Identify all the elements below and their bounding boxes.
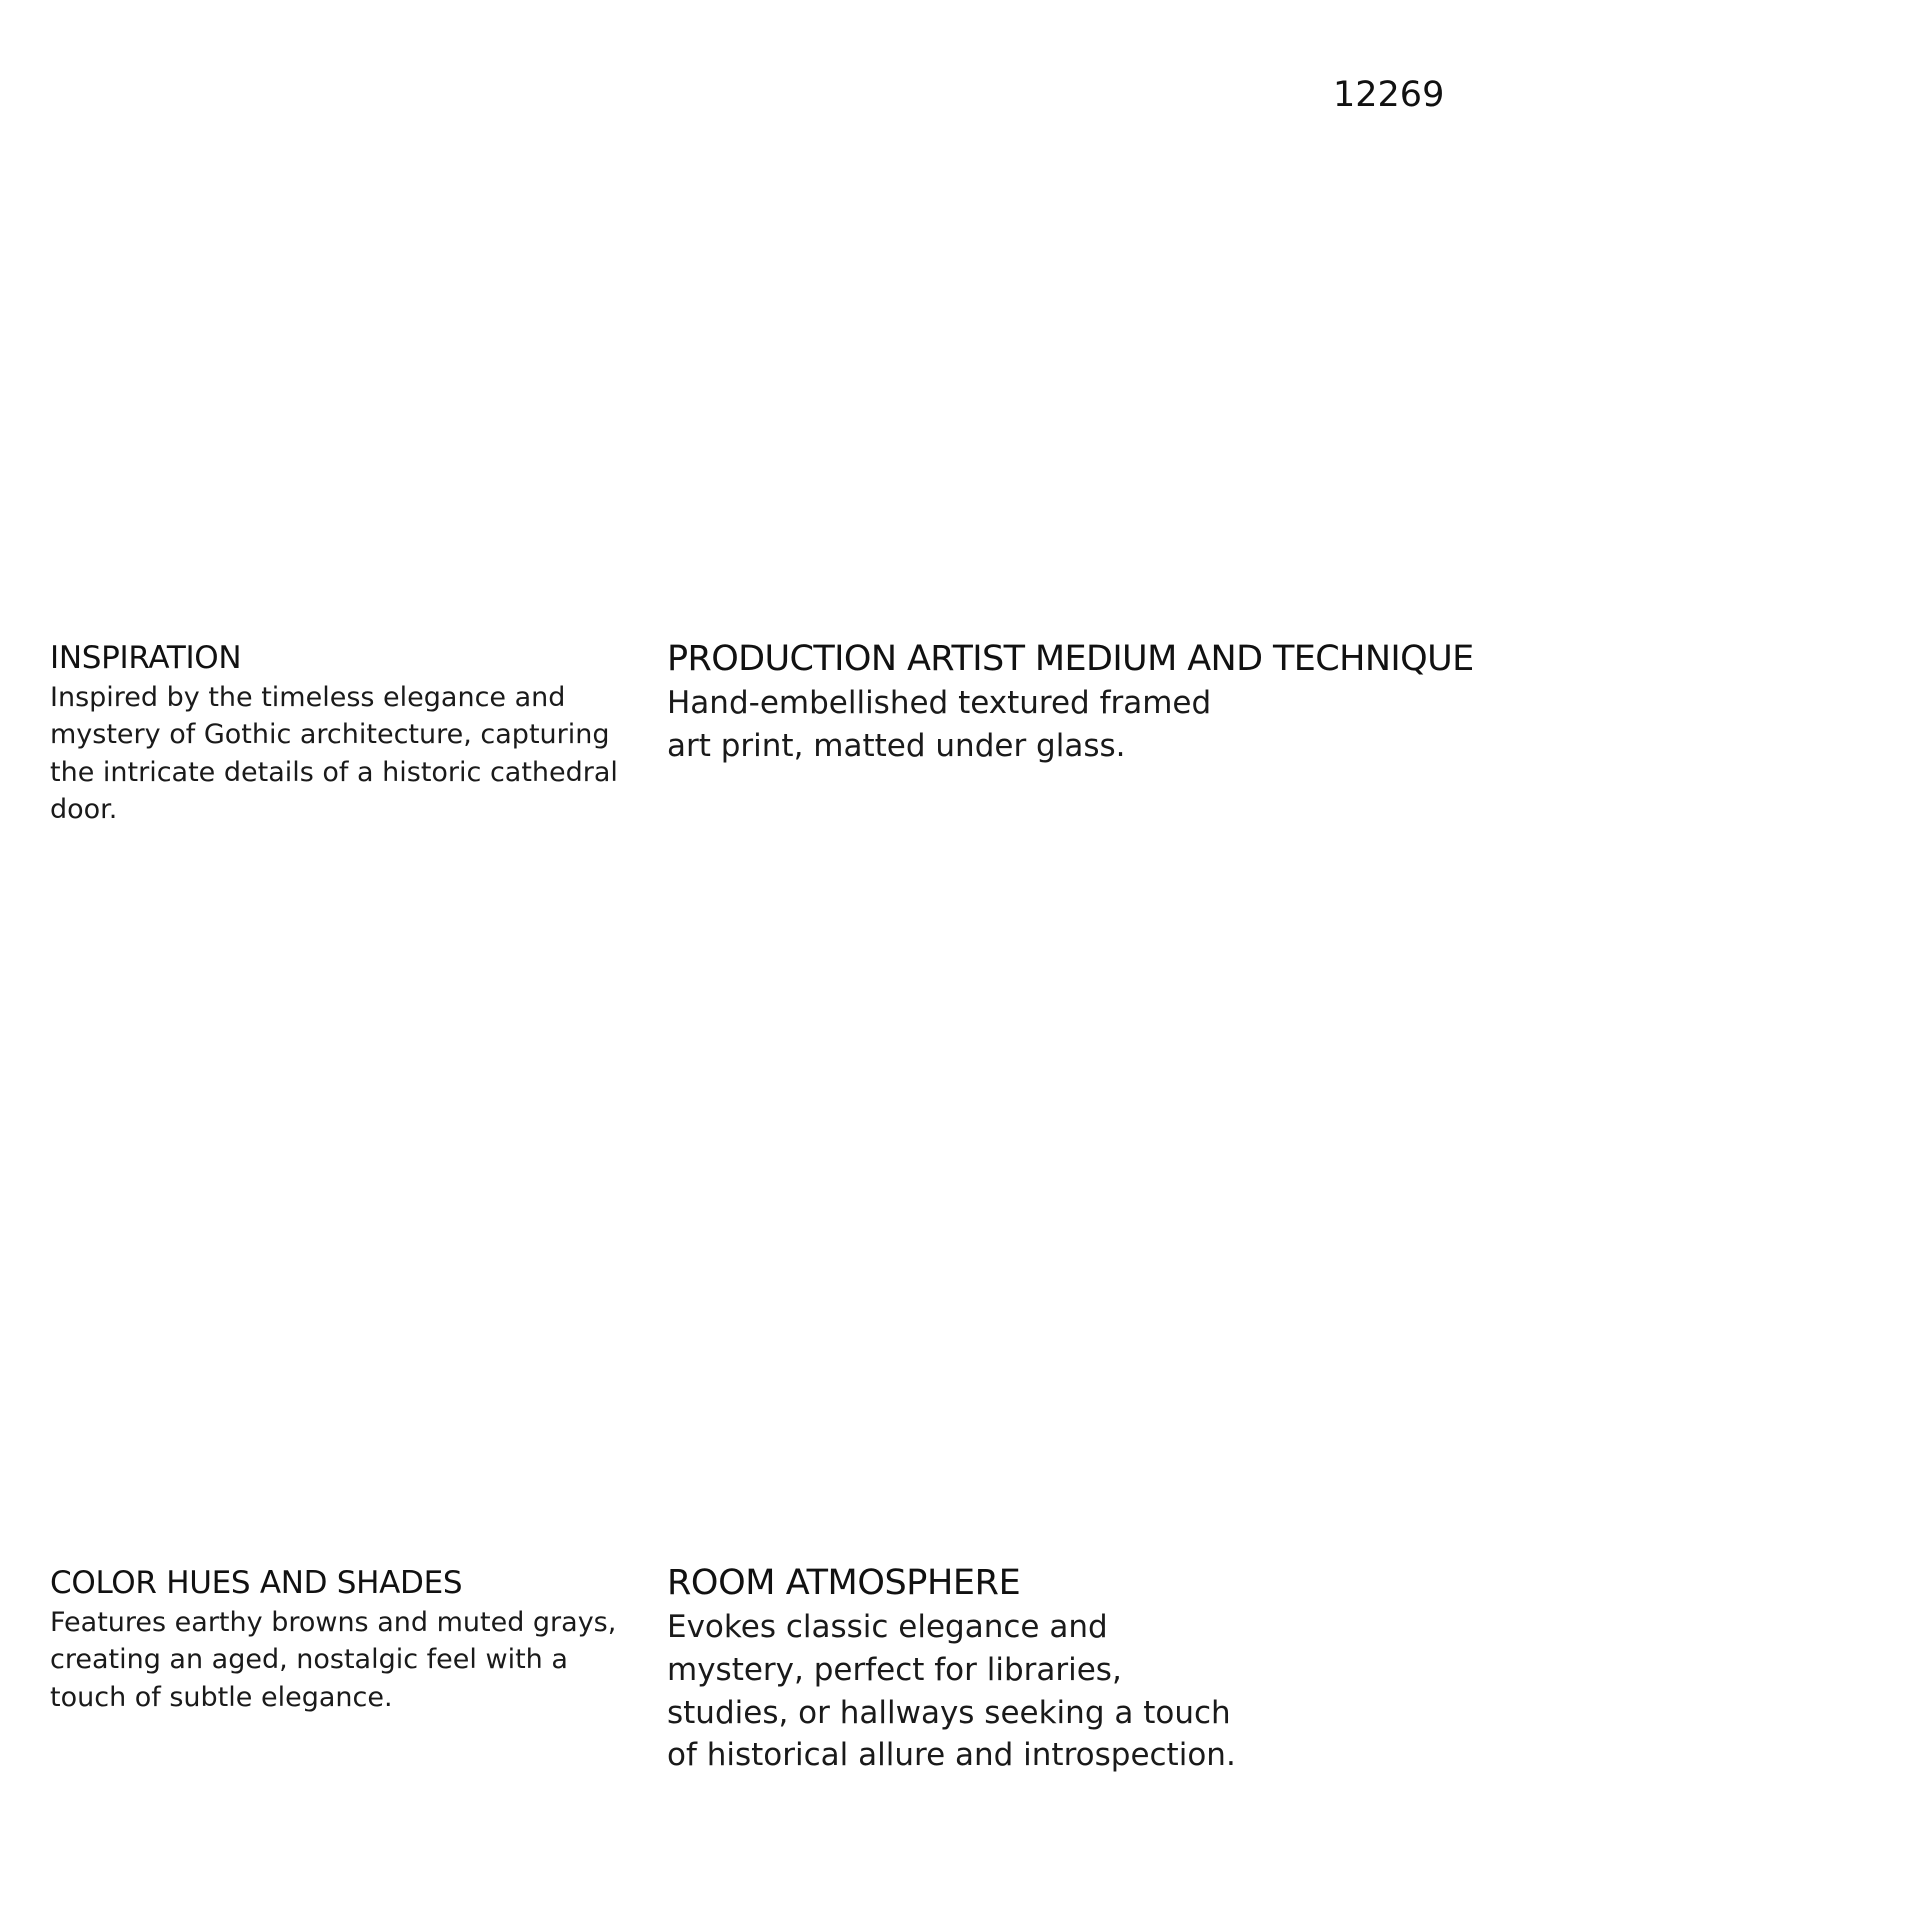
room-atmosphere-heading: ROOM ATMOSPHERE [667, 1563, 1021, 1603]
inspiration-section [50, 640, 640, 828]
product-code: 12269 [1333, 75, 1445, 115]
production-section [667, 638, 1474, 768]
inspiration-heading: INSPIRATION [50, 640, 242, 676]
production-heading: PRODUCTION ARTIST MEDIUM AND TECHNIQUE [667, 639, 1474, 679]
production-text: Hand-embellished textured framed art print, matted under glass. [667, 685, 1212, 764]
color-section [50, 1565, 640, 1716]
room-atmosphere-section [667, 1562, 1467, 1777]
color-text: Features earthy browns and muted grays, creating an aged, nostalgic feel with a touch of subtle elegance. [50, 1607, 617, 1713]
inspiration-text: Inspired by the timeless elegance and mystery of Gothic architecture, capturing the intricate details of a historic cathedral door. [50, 682, 618, 825]
color-heading: COLOR HUES AND SHADES [50, 1565, 463, 1601]
room-atmosphere-text: Evokes classic elegance and mystery, perfect for libraries, studies, or hallways seeking a touch of historical allure and introspection. [667, 1609, 1236, 1774]
